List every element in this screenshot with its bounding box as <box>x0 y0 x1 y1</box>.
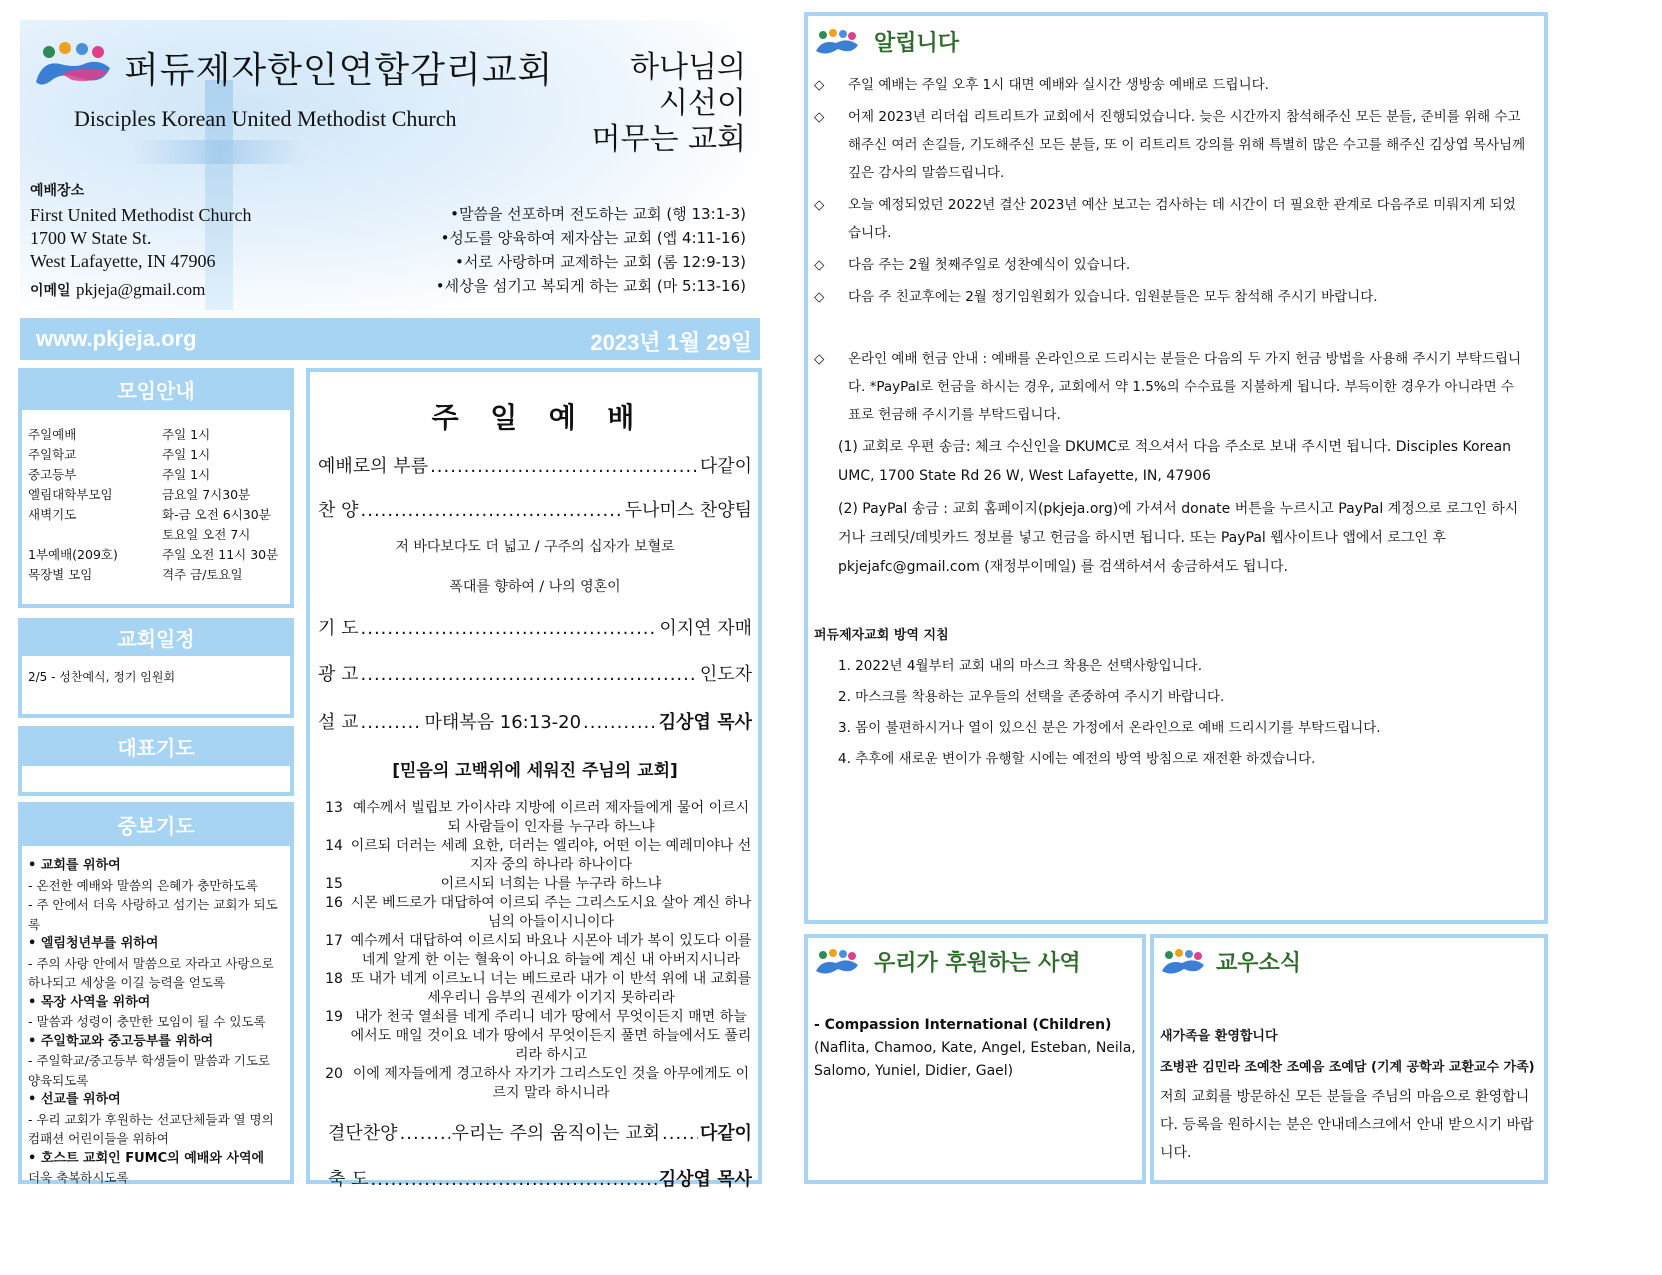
sermon-value: 김상엽 목사 <box>658 712 752 733</box>
intercession-line: 하나되고 세상을 이길 능력을 얻도록 <box>28 975 226 990</box>
welcome-text: 저희 교회를 방문하신 모든 분들을 주님의 마음으로 환영합니다. 등록을 원하시는 분은 안내데스크에서 안내 받으시기 바랍니다. <box>1160 1089 1534 1161</box>
meeting-row <box>28 444 278 464</box>
verse-number: 16 <box>325 895 343 911</box>
offering-methods <box>814 433 1526 582</box>
intercession-heading: • 목장 사역을 위하여 <box>28 994 151 1010</box>
meeting-name <box>28 524 162 544</box>
cross-beam <box>130 140 310 164</box>
scripture-verse <box>318 837 752 875</box>
policy-item: 1. 2022년 4월부터 교회 내의 마스크 착용은 선택사항입니다. <box>838 658 1203 674</box>
address-line-2: 1700 W State St. <box>30 228 152 248</box>
diamond-bullet-icon: ◇ <box>814 197 825 213</box>
intercession-heading: • 선교를 위하여 <box>28 1092 121 1107</box>
missions-title: 우리가 후원하는 사역 <box>874 951 1081 976</box>
rep-prayer-box <box>18 726 294 796</box>
people-icon <box>814 29 860 55</box>
sermon-text: 마태복음 16:13-20 <box>424 712 582 733</box>
announcement-text: 다음 주 친교후에는 2월 정기임원회가 있습니다. 임원분들은 모두 참석해 주시기 바랍니다. <box>848 289 1378 305</box>
bless-value: 김상엽 목사 <box>658 1169 752 1190</box>
rep-prayer-title: 대표기도 <box>22 730 290 766</box>
announcement-item <box>814 103 1526 187</box>
verse-text: 내가 천국 열쇠를 네게 주리니 네가 땅에서 무엇이든지 매면 하늘에서도 매일 것이요 네가 땅에서 무엇이든지 풀면 하늘에서도 풀리리라 하시고 <box>350 1009 752 1063</box>
missions-children: (Naflita, Chamoo, Kate, Angel, Esteban, Neila, Salomo, Yuniel, Didier, Gael) <box>814 1040 1136 1079</box>
scripture-verse <box>318 1008 752 1065</box>
diamond-bullet-icon: ◇ <box>814 257 825 273</box>
verse-number: 13 <box>325 800 343 816</box>
intercession-line: - 주의 사랑 안에서 말씀으로 자라고 사랑으로 <box>28 955 274 971</box>
mission-list <box>400 202 746 298</box>
missions-box <box>804 934 1146 1184</box>
welcome-title: 새가족을 환영합니다 <box>1160 1029 1278 1044</box>
meeting-time: 주일 1시 <box>162 467 211 482</box>
address-line-3: West Lafayette, IN 47906 <box>30 251 216 271</box>
verse-text: 이르시되 너희는 나를 누구라 하느냐 <box>440 876 662 892</box>
meetings-table <box>28 424 278 584</box>
prayer-label: 기 도 <box>318 618 359 639</box>
worship-title: 주 일 예 배 <box>431 401 639 434</box>
news-header <box>1160 946 1538 977</box>
intercession-title: 중보기도 <box>22 806 290 846</box>
verse-text: 또 내가 네게 이르노니 너는 베드로라 내가 이 반석 위에 내 교회를 세우리니 음부의 권세가 이기지 못하리라 <box>350 971 752 1006</box>
mission-item: •서로 사랑하며 교제하는 교회 (롬 12:9-13) <box>455 253 746 271</box>
intercession-line: - 말씀과 성령이 충만한 모임이 될 수 있도록 <box>28 1014 266 1029</box>
mission-item: •성도를 양육하여 제자삼는 교회 (엡 4:11-16) <box>440 229 746 247</box>
intercession-heading: • 주일학교와 중고등부를 위하여 <box>28 1033 214 1049</box>
announcements-title: 알립니다 <box>874 31 960 56</box>
verse-number: 17 <box>325 933 343 949</box>
email-label: 이메일 <box>30 283 71 299</box>
meetings-box <box>18 368 294 608</box>
meeting-name: 새벽기도 <box>28 507 77 522</box>
calendar-box <box>18 618 294 718</box>
scripture-verse <box>318 799 752 837</box>
meeting-time: 화-금 오전 6시30분 <box>162 507 271 522</box>
diamond-bullet-icon: ◇ <box>814 77 825 93</box>
verse-number: 19 <box>325 1009 343 1025</box>
meeting-name: 1부예배(209호) <box>28 547 118 562</box>
verse-number: 20 <box>325 1066 343 1082</box>
announcement-list <box>814 71 1526 429</box>
intercession-line: - 온전한 예배와 말씀의 은혜가 충만하도록 <box>28 877 258 893</box>
calendar-item: 2/5 - 성찬예식, 정기 임원회 <box>28 670 176 684</box>
missions-header <box>814 946 1136 977</box>
announcement-item <box>814 251 1526 279</box>
ann-label: 광 고 <box>318 664 359 685</box>
hymn <box>318 496 752 522</box>
announcement-item <box>814 283 1526 311</box>
address <box>30 204 252 273</box>
closing-hymn <box>318 1119 752 1145</box>
scripture-passage <box>318 799 752 1103</box>
church-name-english: Disciples Korean United Methodist Church <box>74 106 457 131</box>
scripture-verse <box>318 970 752 1008</box>
diamond-bullet-icon: ◇ <box>814 289 825 305</box>
announcement-item <box>814 71 1526 99</box>
announcements-order <box>318 660 752 686</box>
meeting-time: 주일 1시 <box>162 447 211 462</box>
new-family: 조병관 김민라 조예찬 조예음 조예담 (기계 공학과 교환교수 가족) <box>1160 1060 1535 1075</box>
benediction <box>318 1165 752 1191</box>
scripture-verse <box>318 1065 752 1103</box>
scripture-verse <box>318 894 752 932</box>
announcement-text: 어제 2023년 리더쉽 리트리트가 교회에서 진행되었습니다. 늦은 시간까지 참석해주신 모든 분들, 준비를 위해 수고해주신 여러 손길들, 기도해주신 모든 분들, 또 이 리트리트 강의를 위해 특별히 많은 수고를 해주신 김상엽 목사님께 깊은 감사의 말씀드립니다. <box>848 109 1526 181</box>
announcements-box <box>804 12 1548 924</box>
sermon <box>318 708 752 734</box>
website-bar <box>20 318 760 360</box>
meeting-name: 목장별 모임 <box>28 567 93 582</box>
sermon-label: 설 교 <box>318 712 359 733</box>
diamond-bullet-icon: ◇ <box>814 109 825 125</box>
meeting-row <box>28 544 278 564</box>
meeting-row <box>28 524 278 544</box>
meeting-name: 주일예배 <box>28 427 77 442</box>
announcement-text: 다음 주는 2월 첫째주일로 성찬예식이 있습니다. <box>848 257 1131 273</box>
meeting-name: 엘림대학부모임 <box>28 487 113 502</box>
diamond-bullet-icon: ◇ <box>814 351 825 367</box>
announcement-item <box>814 345 1526 429</box>
policy-item: 4. 추후에 새로운 변이가 유행할 시에는 예전의 방역 방침으로 재전환 하겠습니다. <box>838 751 1316 767</box>
intercession-heading: • 교회를 위하여 <box>28 858 121 873</box>
call-to-worship <box>318 452 752 478</box>
meeting-time: 토요일 오전 7시 <box>162 527 251 542</box>
announcement-text: 주일 예배는 주일 오후 1시 대면 예배와 실시간 생방송 예배로 드립니다. <box>848 77 1269 93</box>
mission-item: •세상을 섬기고 복되게 하는 교회 (마 5:13-16) <box>435 277 746 295</box>
meeting-time: 주일 1시 <box>162 427 211 442</box>
hymn-value: 두나미스 찬양팀 <box>624 500 752 521</box>
song-list-2: 폭대를 향하여 / 나의 영혼이 <box>449 579 621 595</box>
closing-label: 결단찬양 <box>328 1123 398 1144</box>
intercession-line: 양육되도록 <box>28 1072 89 1088</box>
announcement-item <box>814 191 1526 247</box>
website-link[interactable]: www.pkjeja.org <box>36 326 197 351</box>
verse-text: 시몬 베드로가 대답하여 이르되 주는 그리스도시요 살아 계신 하나님의 아들이시니이다 <box>350 895 752 930</box>
sermon-title: [믿음의 고백위에 세워진 주님의 교회] <box>392 761 678 781</box>
meeting-row <box>28 564 278 584</box>
slogan-line-1: 하나님의 <box>630 50 746 85</box>
bulletin-date: 2023년 1월 29일 <box>590 330 752 355</box>
news-title: 교우소식 <box>1216 951 1302 976</box>
intercession-line: - 주일학교/중고등부 학생들이 말씀과 기도로 <box>28 1053 270 1068</box>
prayer <box>318 614 752 640</box>
intercession-line: 컴패션 어린이들을 위하여 <box>28 1131 169 1146</box>
verse-text: 이르되 더러는 세례 요한, 더러는 엘리야, 어떤 이는 예레미야나 선지자 중의 하나라 하나이다 <box>350 838 752 873</box>
mission-item: •말씀을 선포하며 전도하는 교회 (행 13:1-3) <box>450 205 746 223</box>
intercession-box <box>18 802 294 1184</box>
verse-text: 예수께서 빌립보 가이사랴 지방에 이르러 제자들에게 물어 이르시되 사람들이 인자를 누구라 하느냐 <box>352 800 750 835</box>
scripture-verse <box>318 932 752 970</box>
intercession-list <box>22 846 290 1188</box>
meeting-time: 격주 금/토요일 <box>162 567 243 582</box>
slogan-line-3: 머무는 교회 <box>591 122 746 157</box>
meeting-row <box>28 504 278 524</box>
meeting-row <box>28 424 278 444</box>
ann-value: 인도자 <box>699 664 752 685</box>
church-logo-icon <box>32 42 114 88</box>
announcement-text: 오늘 예정되었던 2022년 결산 2023년 예산 보고는 검사하는 데 시간이 더 필요한 관계로 다음주로 미뤄지게 되었습니다. <box>848 197 1516 241</box>
meeting-time: 주일 오전 11시 30분 <box>162 547 279 562</box>
people-icon <box>814 949 860 975</box>
church-name-korean: 퍼듀제자한인연합감리교회 <box>124 50 554 90</box>
closing-text: 우리는 주의 움직이는 교회 <box>451 1123 660 1144</box>
meeting-row <box>28 464 278 484</box>
closing-value: 다같이 <box>699 1123 752 1144</box>
call-value: 다같이 <box>699 456 752 477</box>
intercession-line: - 우리 교회가 후원하는 선교단체들과 열 명의 <box>28 1111 274 1127</box>
verse-text: 이에 제자들에게 경고하사 자기가 그리스도인 것을 아무에게도 이르지 말라 하시니라 <box>352 1066 750 1101</box>
meeting-time: 금요일 7시30분 <box>162 487 251 502</box>
meeting-name: 주일학교 <box>28 447 77 462</box>
policy-item: 2. 마스크를 착용하는 교우들의 선택을 존중하여 주시기 바랍니다. <box>838 689 1225 705</box>
people-icon <box>1160 949 1206 975</box>
email-address[interactable]: pkjeja@gmail.com <box>75 280 206 299</box>
prayer-value: 이지연 자매 <box>659 618 752 639</box>
offering-method: (1) 교회로 우편 송금: 체크 수신인을 DKUMC로 적으셔서 다음 주소로 보내 주시면 됩니다. Disciples Korean UMC, 1700 State Rd 26 W, West Lafayette, IN, 47906 <box>838 439 1512 484</box>
intercession-heading: • 호스트 교회인 FUMC의 예배와 사역에 <box>28 1150 265 1166</box>
verse-text: 예수께서 대답하여 이르시되 바요나 시몬아 네가 복이 있도다 이를 네게 알게 한 이는 혈육이 아니요 하늘에 계신 내 아버지시니라 <box>350 933 752 968</box>
missions-org: - Compassion International (Children) <box>814 1017 1112 1033</box>
slogan-line-2: 시선이 <box>659 86 746 121</box>
news-box <box>1150 934 1548 1184</box>
offering-method: (2) PayPal 송금 : 교회 홈페이지(pkjeja.org)에 가셔서 donate 버튼을 누르시고 PayPal 계정으로 로그인 하시거나 크레딧/데빗카드 정보를 넣고 헌금을 하시면 됩니다. 또는 PayPal 웹사이트나 앱에서 로그인 후 pkjejafc@gmail.com (재정부이메일) 를 검색하셔서 송금하셔도 됩니다. <box>838 501 1519 575</box>
call-label: 예배로의 부름 <box>318 456 429 477</box>
bless-label: 축 도 <box>328 1169 369 1190</box>
slogan <box>560 50 746 158</box>
policy-title: 퍼듀제자교회 방역 지침 <box>814 628 949 643</box>
policy-list <box>814 651 1526 775</box>
email-row <box>30 280 205 300</box>
verse-number: 18 <box>325 971 343 987</box>
hymn-label: 찬 양 <box>318 500 359 521</box>
scripture-verse <box>318 875 752 894</box>
verse-number: 14 <box>325 838 343 854</box>
meetings-title: 모임안내 <box>22 372 290 410</box>
intercession-heading: • 엘림청년부를 위하여 <box>28 936 159 951</box>
address-line-1: First United Methodist Church <box>30 205 252 225</box>
policy-item: 3. 몸이 불편하시거나 열이 있으신 분은 가정에서 온라인으로 예배 드리시기를 부탁드립니다. <box>838 720 1381 736</box>
song-list-1: 저 바다보다도 더 넓고 / 구주의 십자가 보혈로 <box>395 539 675 555</box>
announcement-text: 온라인 예배 헌금 안내 : 예배를 온라인으로 드리시는 분들은 다음의 두 가지 헌금 방법을 사용해 주시기 부탁드립니다. *PayPal로 헌금을 하시는 경우, 교회에서 약 1.5%의 수수료를 지불하게 됩니다. 부득이한 경우가 아니라면 수표로 헌금해 주시기를 부탁드립니다. <box>848 351 1522 423</box>
intercession-line: 더욱 축복하시도록 <box>28 1170 129 1185</box>
worship-box <box>306 368 762 1190</box>
announcements-header <box>814 26 1526 57</box>
intercession-line: - 주 안에서 더욱 사랑하고 섬기는 교회가 되도록 <box>28 897 278 932</box>
meeting-row <box>28 484 278 504</box>
calendar-title: 교회일정 <box>22 622 290 656</box>
verse-number: 15 <box>325 876 343 892</box>
meeting-name: 중고등부 <box>28 467 77 482</box>
location-label: 예배장소 <box>30 183 85 199</box>
